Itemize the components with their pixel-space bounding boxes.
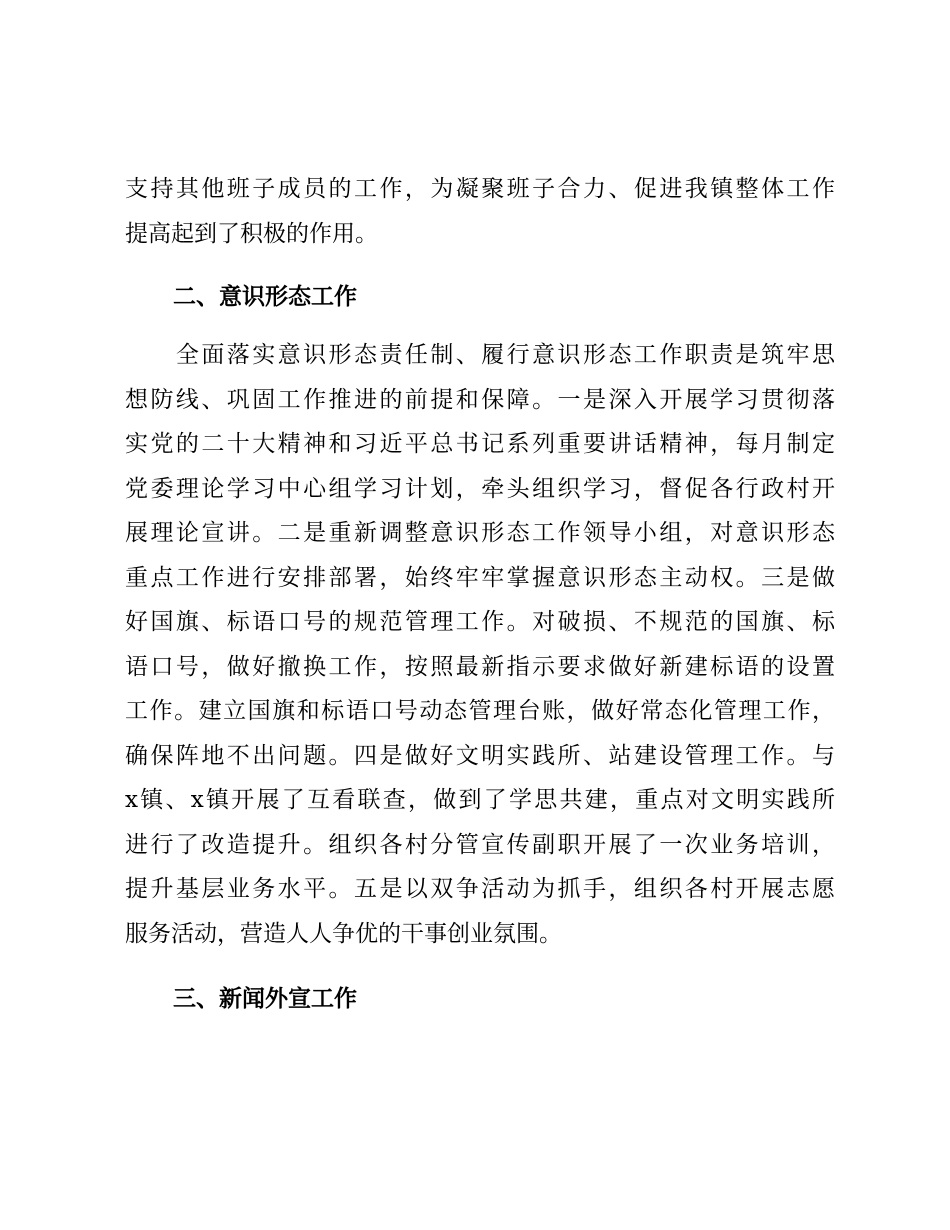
- paragraph-line: 提升基层业务水平。五是以双争活动为抓手，组织各村开展志愿: [125, 876, 835, 902]
- paragraph-line: 服务活动，营造人人争优的干事创业氛围。: [125, 920, 562, 947]
- paragraph-line: 进行了改造提升。组织各村分管宣传副职开展了一次业务培训，: [125, 831, 835, 858]
- paragraph-line: x镇、x镇开展了互看联查，做到了学思共建，重点对文明实践所: [125, 787, 835, 813]
- paragraph-line: 好国旗、标语口号的规范管理工作。对破损、不规范的国旗、标: [125, 609, 835, 635]
- continued-paragraph: [125, 167, 835, 256]
- ideology-paragraph: [125, 333, 835, 956]
- paragraph-line: 提高起到了积极的作用。: [125, 220, 378, 247]
- paragraph-line: 重点工作进行安排部署，始终牢牢掌握意识形态主动权。三是做: [125, 564, 835, 591]
- paragraph-line: 支持其他班子成员的工作，为凝聚班子合力、促进我镇整体工作: [125, 176, 835, 202]
- section-heading-news: 三、新闻外宣工作: [173, 986, 357, 1012]
- section-heading-ideology: 二、意识形态工作: [173, 284, 357, 310]
- paragraph-line: 想防线、巩固工作推进的前提和保障。一是深入开展学习贯彻落: [125, 386, 835, 413]
- paragraph-line: 全面落实意识形态责任制、履行意识形态工作职责是筑牢思: [125, 342, 835, 368]
- paragraph-line: 实党的二十大精神和习近平总书记系列重要讲话精神，每月制定: [125, 431, 835, 457]
- paragraph-line: 工作。建立国旗和标语口号动态管理台账，做好常态化管理工作，: [125, 698, 835, 724]
- paragraph-line: 语口号，做好撤换工作，按照最新指示要求做好新建标语的设置: [125, 653, 835, 680]
- paragraph-line: 党委理论学习中心组学习计划，牵头组织学习，督促各行政村开: [125, 475, 835, 502]
- paragraph-line: 确保阵地不出问题。四是做好文明实践所、站建设管理工作。与: [125, 742, 835, 769]
- paragraph-line: 展理论宣讲。二是重新调整意识形态工作领导小组，对意识形态: [125, 520, 835, 546]
